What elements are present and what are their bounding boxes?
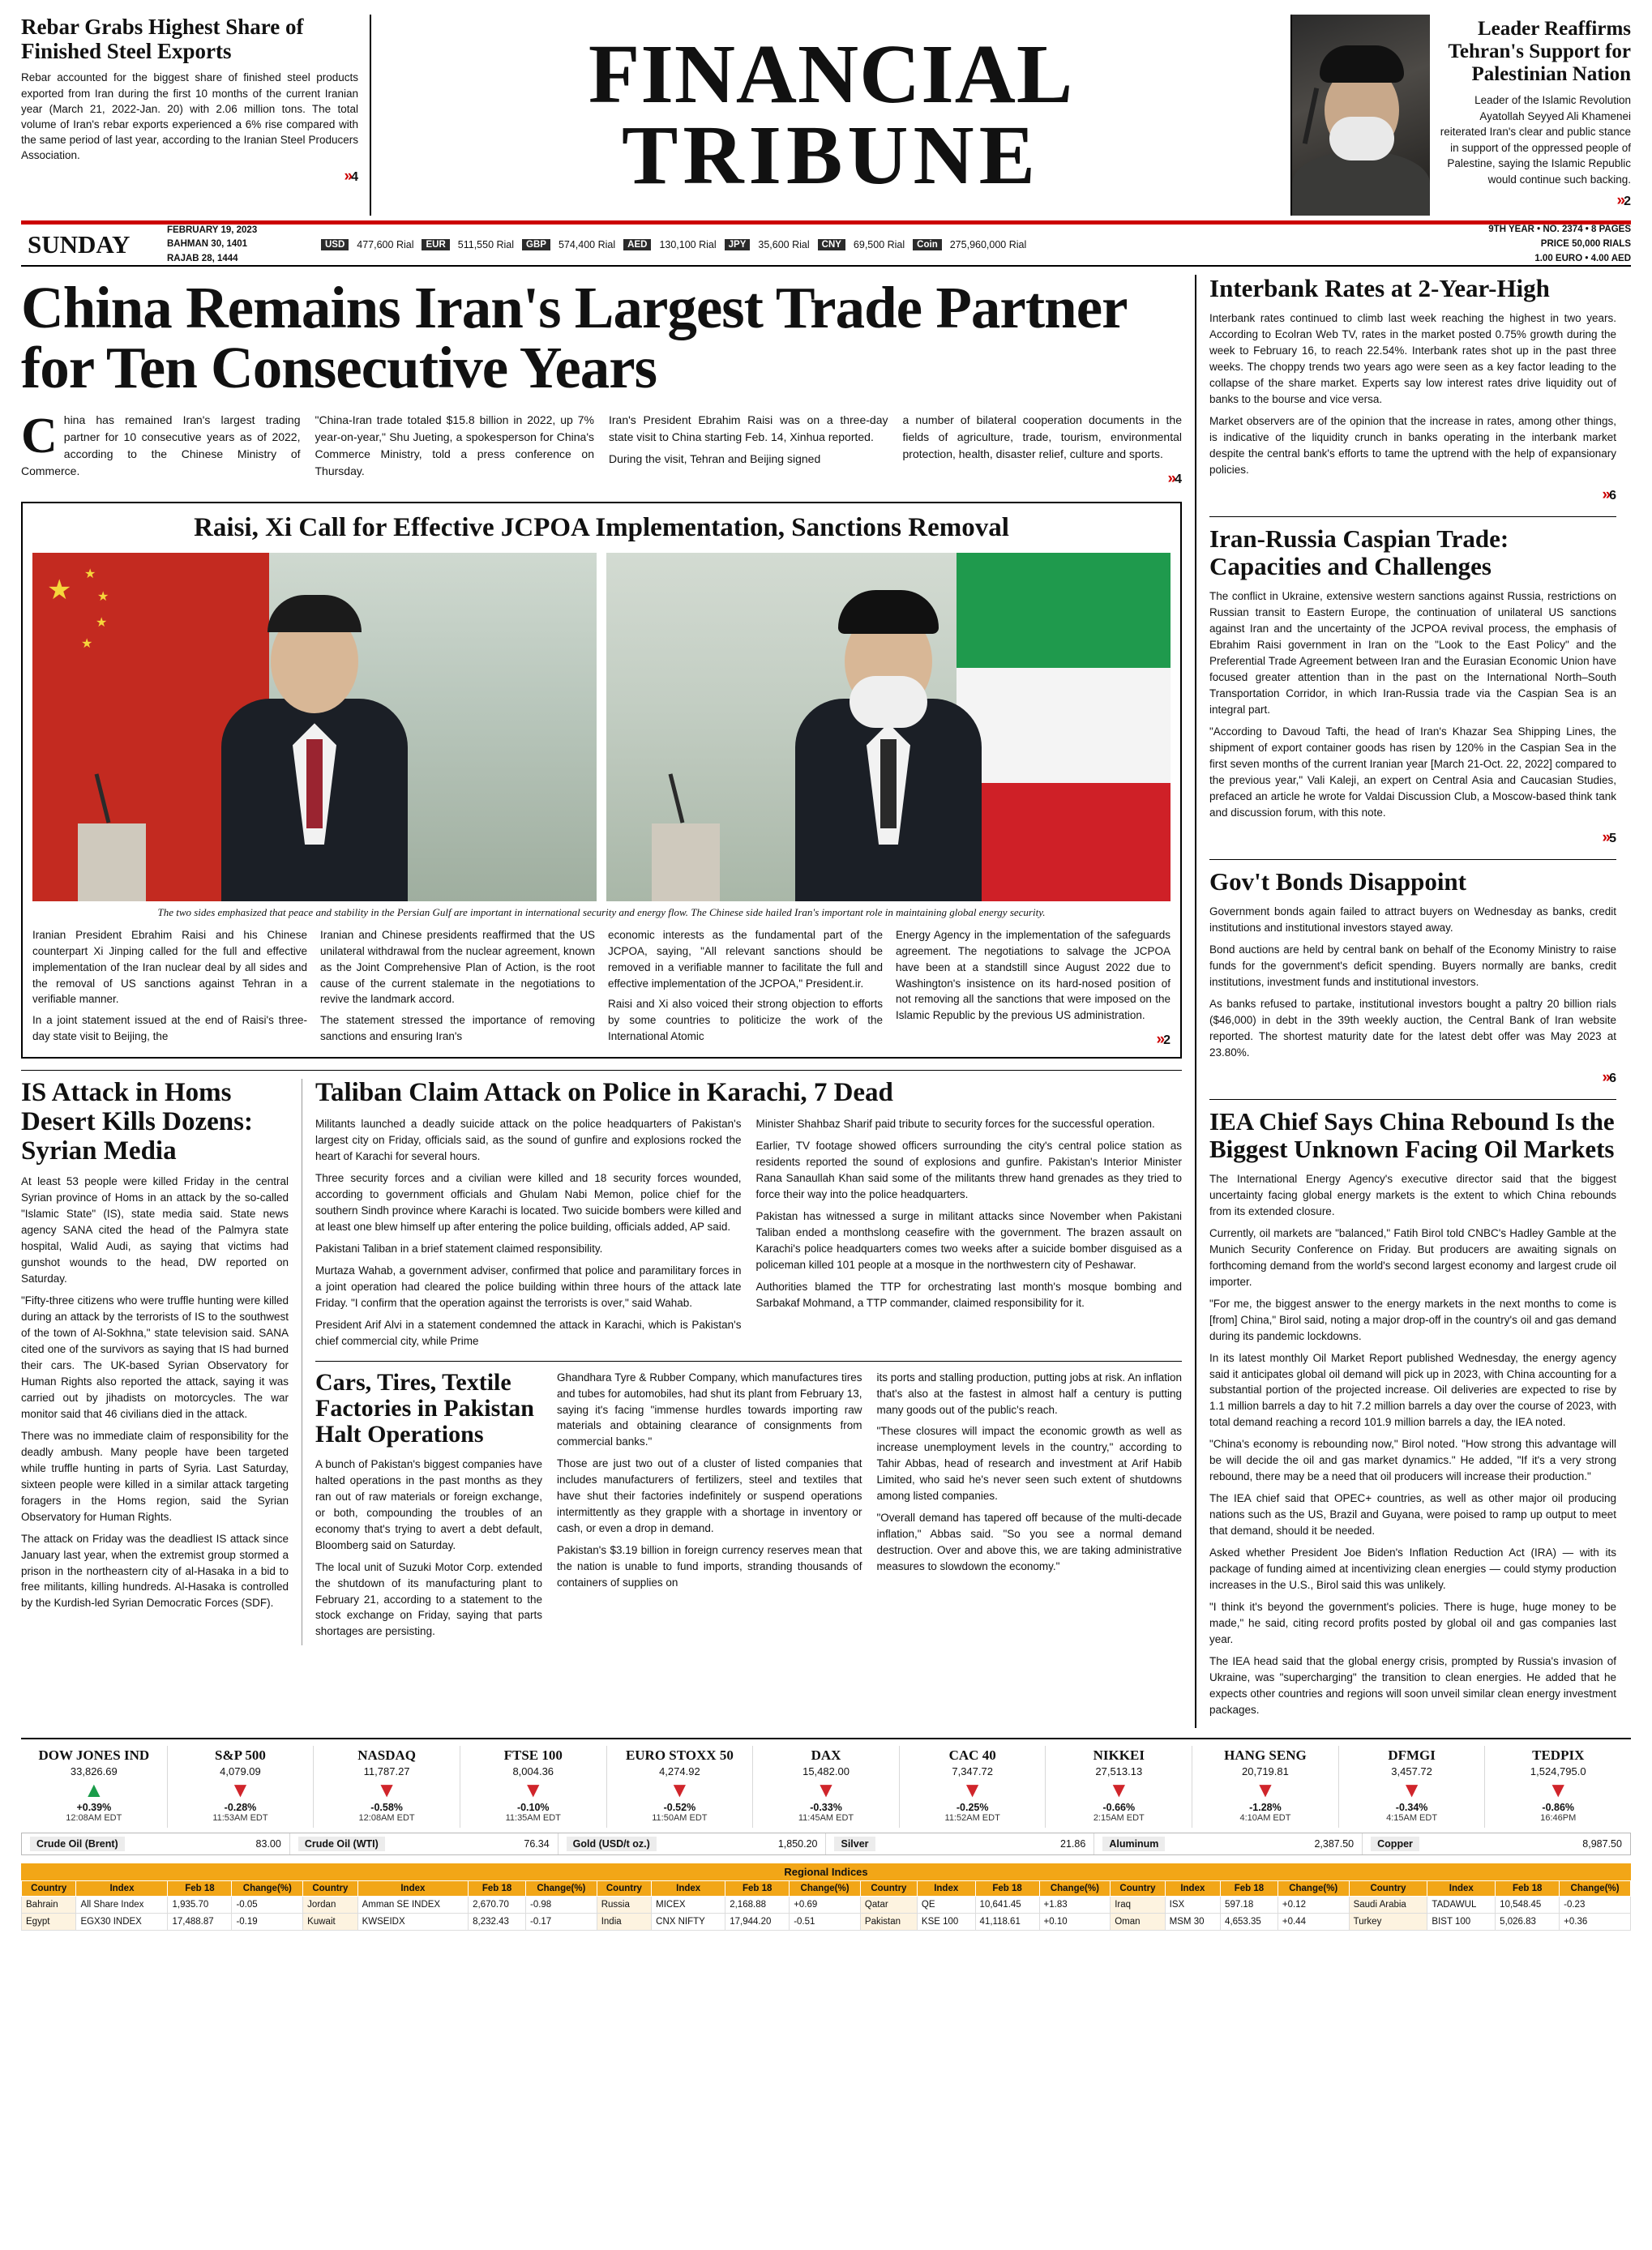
rate-value-eur: 511,550 Rial xyxy=(457,239,515,250)
table-header-row: Country Index Feb 18 Change(%) Country Index Feb 18 Change(%) Country Index Feb 18 Change(%) Country Index Feb 18 Change(%) Country Index Feb 18 Change(%) Country Index Feb 18 Change(%) xyxy=(22,1880,1631,1896)
table-row: Egypt EGX30 INDEX 17,488.87 -0.19 Kuwait KWSEIDX 8,232.43 -0.17 India CNX NIFTY 17,944.20 -0.51 Pakistan KSE 100 41,118.61 +0.10 Oman MSM 30 4,653.35 +0.44 Turkey BIST 100 5,026.83 +0.36 xyxy=(22,1913,1631,1930)
regional-table xyxy=(21,1880,1631,1931)
iea-para-6: The IEA chief said that OPEC+ countries, as well as other major oil producing nations such as the US, Brazil and Guyana, were poised to ramp up output to meet that demand, should it be needed. xyxy=(1209,1492,1616,1538)
interbank-para-2: Market observers are of the opinion that the increase in rates, among other things, is indicative of the liquidity crunch in banks operating in the interbank market despite the central bank's efforts to tame the uptrend with the help of expansionary policies. xyxy=(1209,414,1616,476)
rate-code-coin: Coin xyxy=(913,239,942,250)
feature-body xyxy=(32,927,1171,1050)
commodity-cell: Copper 8,987.50 xyxy=(1363,1833,1630,1854)
karachi-para-3: Pakistani Taliban in a brief statement claimed responsibility. xyxy=(315,1242,603,1255)
bonds-headline: Gov't Bonds Disappoint xyxy=(1209,866,1466,896)
index-cell: TEDPIX 1,524,795.0 ▼ -0.86% 16:46PM xyxy=(1485,1746,1631,1828)
rate-code-gbp: GBP xyxy=(522,239,550,250)
indices-row xyxy=(21,1746,1631,1828)
commodity-cell: Gold (USD/t oz.) 1,850.20 xyxy=(559,1833,827,1854)
arrow-down-icon: ▼ xyxy=(669,1777,691,1802)
currency-rates xyxy=(321,239,1444,250)
iea-para-4: In its latest monthly Oil Market Report published Wednesday, the energy agency said it anticipates global oil demand will pick up in 2023, with China accounting for a substantial portion of the projected increase. Oil deliveries are expected to rise by 1.1 million barrels a day to hit 7.2 million barrels a day over the course of 2023, with total demand reaching a record 101.9 million barrels a day, the IEA noted. xyxy=(1209,1351,1616,1429)
commodity-cell: Silver 21.86 xyxy=(826,1833,1094,1854)
leader-jump: »2 xyxy=(1616,192,1631,210)
commodity-cell: Crude Oil (Brent) 83.00 xyxy=(22,1833,290,1854)
index-cell: NIKKEI 27,513.13 ▼ -0.66% 2:15AM EDT xyxy=(1046,1746,1192,1828)
homs-para-3: There was no immediate claim of responsibility for the deadly ambush. Many people have been targeted while truffle hunting in parts of Syria. Last Saturday, sixteen people were killed in a similar attack targeting foragers in the Homs region, said the Syrian Observatory for Human Rights. xyxy=(21,1429,289,1523)
index-cell: NASDAQ 11,787.27 ▼ -0.58% 12:08AM EDT xyxy=(314,1746,460,1828)
iea-para-2: Currently, oil markets are "balanced," Fatih Birol told CNBC's Hadley Gamble at the Munich Security Conference on Friday. But producers are awaiting signals on forthcoming demand from the world's second largest economy and largest crude oil importer. xyxy=(1209,1226,1616,1288)
feature-para-5: economic interests as the fundamental part of the JCPOA, saying, "All relevant sanctions should be removed in a verifiable manner to facilitate the full and effective implementation of the JCPOA," President.ir. xyxy=(608,929,883,990)
rate-code-usd: USD xyxy=(321,239,349,250)
iea-para-1: The International Energy Agency's executive director said that the biggest uncertainty facing global energy markets is the extent to which China rebounds from its extended closure. xyxy=(1209,1172,1616,1217)
feature-jump: »2 xyxy=(1156,1030,1171,1048)
bonds-para-2: Bond auctions are held by central bank on behalf of the Economy Ministry to raise funds for the government's deficit spending. Buyers normally are banks, credit institutions, investment funds and institutional investors. xyxy=(1209,943,1616,988)
iea-para-3: "For me, the biggest answer to the energy markets in the next months to come is [from] China," Birol said, noting a major drop-off in the country's oil and gas demand during its pandemic lockdowns. xyxy=(1209,1297,1616,1342)
homs-para-4: The attack on Friday was the deadliest IS attack since January last year, when the extremist group stormed a prison in the northeastern city of al-Hasaka in a bid to free militants, killing hundreds. Al-Hasaka is controlled by the Kurdish-led Syrian Democratic Forces (SDF). xyxy=(21,1532,289,1610)
left-zone xyxy=(21,275,1195,1728)
lead-para-3: Iran's President Ebrahim Raisi was on a three-day state visit to China starting Feb. 14, Xinhua reported. xyxy=(609,413,888,443)
arrow-down-icon: ▼ xyxy=(1401,1777,1423,1802)
karachi-para-5: President Arif Alvi in a statement condemned the attack in Karachi, which is Pakistan's chief commercial city, while Prime xyxy=(315,1318,742,1347)
karachi-headline: Taliban Claim Attack on Police in Karachi, 7 Dead xyxy=(315,1078,893,1108)
rebar-body: Rebar accounted for the biggest share of finished steel products exported from Iran during the first 10 months of the current Iranian year (March 21, 2022-Jan. 20) with 2.06 million tons. The total volume of Iran's rebar exports experienced a 6% rise compared with the same period of last year, according to the Iranian Steel Producers Association. xyxy=(21,71,358,162)
interbank-jump: »6 xyxy=(1602,486,1616,503)
arrow-down-icon: ▼ xyxy=(522,1777,544,1802)
index-cell: FTSE 100 8,004.36 ▼ -0.10% 11:35AM EDT xyxy=(460,1746,607,1828)
arrow-down-icon: ▼ xyxy=(815,1777,837,1802)
pk-para-4: Those are just two out of a cluster of listed companies that includes manufacturers of fertilizers, steel and textiles that have shut their factories indefinitely or suspend operations intermittently as they grapple with a shortage in inventory or cash, or even a drop in demand. xyxy=(557,1457,862,1535)
feature-para-4: The statement stressed the importance of removing sanctions and ensuring Iran's xyxy=(320,1013,595,1042)
page-body xyxy=(21,275,1631,1728)
issue-line-3: 1.00 EURO • 4.00 AED xyxy=(1534,253,1631,263)
markets-strip xyxy=(21,1738,1631,1931)
paper-title-line2: TRIBUNE xyxy=(622,109,1040,202)
karachi-para-1: Militants launched a deadly suicide attack on the police headquarters of Pakistan's largest city on Friday, officials said, as the sound of gunfire and explosions rocked the heart of Karachi for several hours. xyxy=(315,1117,742,1162)
table-row: Bahrain All Share Index 1,935.70 -0.05 Jordan Amman SE INDEX 2,670.70 -0.98 Russia MICEX 2,168.88 +0.69 Qatar QE 10,641.45 +1.83 Iraq ISX 597.18 +0.12 Saudi Arabia TADAWUL 10,548.45 -0.23 xyxy=(22,1896,1631,1913)
regional-title: Regional Indices xyxy=(21,1863,1631,1880)
feature-para-7: Energy Agency in the implementation of the safeguards agreement. The negotiations to salvage the JCPOA have been at a standstill since August 2022 due to Washington's insistence on its hard-nosed position of not removing all the sanctions that were imposed on the Islamic Republic by the previous US administration. xyxy=(896,929,1171,1021)
rate-value-usd: 477,600 Rial xyxy=(357,239,414,250)
lead-headline: China Remains Iran's Largest Trade Partner for Ten Consecutive Years xyxy=(21,275,1127,401)
arrow-down-icon: ▼ xyxy=(1108,1777,1130,1802)
index-cell: DAX 15,482.00 ▼ -0.33% 11:45AM EDT xyxy=(753,1746,900,1828)
homs-para-2: "Fifty-three citizens who were truffle hunting were killed during an attack by the terrorists of IS to the southwest of the town of Al-Sokhna," state television said. SANA cited one of the survivors as saying that IS had burned their cars. The UK-based Syrian Observatory for Human Rights also reported the attack, saying it was carried out by jihadists on motorcycles. The war monitor said that 46 civilians died in the attack. xyxy=(21,1294,289,1420)
interbank-headline: Interbank Rates at 2-Year-High xyxy=(1209,274,1550,302)
bonds-para-1: Government bonds again failed to attract buyers on Wednesday as banks, credit institutions and institutional investors stayed away. xyxy=(1209,905,1616,934)
lead-jump: »4 xyxy=(1167,469,1182,487)
bonds-para-3: As banks refused to partake, institutional investors bought a paltry 20 billion rials ($46,000) in debt in the 39th weekly auction, the Central Bank of Iran website reported. The shortest maturity date for the latest debt offer was May 2023 at 23.80%. xyxy=(1209,997,1616,1059)
photo-xi-jinping xyxy=(32,553,597,901)
homs-story xyxy=(21,1079,289,1645)
masthead-title xyxy=(371,15,1290,216)
index-cell: HANG SENG 20,719.81 ▼ -1.28% 4:10AM EDT xyxy=(1192,1746,1339,1828)
regional-indices xyxy=(21,1863,1631,1931)
index-cell: S&P 500 4,079.09 ▼ -0.28% 11:53AM EDT xyxy=(168,1746,315,1828)
rate-code-jpy: JPY xyxy=(725,239,751,250)
rate-value-coin: 275,960,000 Rial xyxy=(949,239,1027,250)
karachi-para-7: Earlier, TV footage showed officers surrounding the city's central police station as residents reported the sound of explosions and gunfire. Pakistan's Interior Minister Rana Sanaullah Khan said some of the militants threw hand grenades as they tried to force their way into the police headquarters. xyxy=(755,1139,1182,1200)
pk-para-5: Pakistan's $3.19 billion in foreign currency reserves mean that the nation is unable to fund imports, stranding thousands of containers of supplies on xyxy=(557,1544,862,1589)
commodities-row xyxy=(21,1833,1631,1855)
bonds-jump: »6 xyxy=(1602,1068,1616,1086)
rate-value-gbp: 574,400 Rial xyxy=(558,239,616,250)
leader-photo xyxy=(1292,15,1430,216)
rate-code-eur: EUR xyxy=(422,239,449,250)
date-rates-bar xyxy=(21,225,1631,267)
index-cell: CAC 40 7,347.72 ▼ -0.25% 11:52AM EDT xyxy=(900,1746,1046,1828)
masthead-right-story xyxy=(1290,15,1631,216)
index-cell: DFMGI 3,457.72 ▼ -0.34% 4:15AM EDT xyxy=(1339,1746,1486,1828)
divider xyxy=(1209,1099,1616,1100)
issue-line-1: 9TH YEAR • NO. 2374 • 8 PAGES xyxy=(1488,225,1631,235)
karachi-para-4: Murtaza Wahab, a government adviser, confirmed that police and paramilitary forces in a joint operation had cleared the police building within three hours of the attack late Friday. "I confirm that the operation against the terrorists is over," said Wahab. xyxy=(315,1264,742,1309)
date-lunar: RAJAB 28, 1444 xyxy=(167,253,238,263)
rate-value-cny: 69,500 Rial xyxy=(853,239,905,250)
pk-para-2: The local unit of Suzuki Motor Corp. extended the shutdown of its manufacturing plant to February 21, according to a statement to the stock exchange on Friday, saying that parts shortages are persisting. xyxy=(315,1560,542,1638)
feature-headline: Raisi, Xi Call for Effective JCPOA Implementation, Sanctions Removal xyxy=(194,513,1009,543)
arrow-down-icon: ▼ xyxy=(229,1777,251,1802)
commodity-cell: Aluminum 2,387.50 xyxy=(1094,1833,1363,1854)
microphone-icon xyxy=(1303,88,1319,144)
commodity-cell: Crude Oil (WTI) 76.34 xyxy=(290,1833,559,1854)
rate-code-cny: CNY xyxy=(818,239,845,250)
arrow-down-icon: ▼ xyxy=(376,1777,397,1802)
pk-para-8: "Overall demand has tapered off because of the multi-decade inflation," Abbas said. "So you see a normal demand destruction. Over and above this, we are taking administrative measures to slowdown the economy." xyxy=(876,1512,1182,1573)
karachi-story xyxy=(315,1079,1182,1349)
feature-story xyxy=(21,502,1182,1059)
karachi-para-9: Authorities blamed the TTP for orchestrating last month's mosque bombing and Sarbakaf Mohmand, a TTP commander, claimed responsibility for it. xyxy=(755,1280,1182,1309)
arrow-down-icon: ▼ xyxy=(1547,1777,1569,1802)
leader-headline: Leader Reaffirms Tehran's Support for Palestinian Nation xyxy=(1448,18,1631,85)
date-solar: BAHMAN 30, 1401 xyxy=(167,239,248,250)
iea-story xyxy=(1209,1108,1616,1718)
caspian-headline: Iran-Russia Caspian Trade: Capacities and Challenges xyxy=(1209,524,1509,580)
pk-para-1: A bunch of Pakistan's biggest companies have halted operations in the past months as they ran out of raw materials or foreign exchange, or both, compounding the troubles of an economy that's trying to avert a debt default, Bloomberg said on Saturday. xyxy=(315,1457,542,1551)
lead-para-5: a number of bilateral cooperation documents in the fields of agriculture, trade, tourism, environmental protection, health, disaster relief, culture and sports. xyxy=(902,413,1182,460)
lead-body xyxy=(21,408,1182,491)
homs-para-1: At least 53 people were killed Friday in the central Syrian province of Homs in an attack by the so-called "Islamic State" (IS), state media said. State news agency SANA cited the head of the Palmyra state hospital, Walid Audi, as saying that victims had gunshot wounds to the head, DW reported on Saturday. xyxy=(21,1175,289,1285)
photo-ebrahim-raisi xyxy=(606,553,1171,901)
pakistan-factories-story xyxy=(315,1370,1182,1646)
caspian-jump: »5 xyxy=(1602,828,1616,846)
iea-headline: IEA Chief Says China Rebound Is the Biggest Unknown Facing Oil Markets xyxy=(1209,1106,1615,1163)
lead-para-2: "China-Iran trade totaled $15.8 billion in 2022, up 7% year-on-year," Shu Jueting, a spokesperson for China's Commerce Ministry, told a press conference on Thursday. xyxy=(315,413,594,477)
iran-flag xyxy=(957,553,1171,901)
lead-para-4: During the visit, Tehran and Beijing signed xyxy=(609,451,821,465)
karachi-para-8: Pakistan has witnessed a surge in militant attacks since November when Pakistani Taliban ended a monthslong ceasefire with the government. The brazen assault on Karachi's police headquarters comes two weeks after a suicide bomber disguised as a policeman killed 101 people at a mosque in the northwestern city of Peshawar. xyxy=(755,1209,1182,1271)
arrow-down-icon: ▼ xyxy=(961,1777,983,1802)
pk-para-7: "These closures will impact the economic growth as well as increase unemployment levels in the country," according to Tahir Abbas, head of research and investment at Arif Habib Limited, who said he's never seen such extent of shutdowns among listed companies. xyxy=(876,1425,1182,1503)
index-cell: DOW JONES IND 33,826.69 ▲ +0.39% 12:08AM EDT xyxy=(21,1746,168,1828)
right-column xyxy=(1195,275,1616,1728)
date-gregorian: FEBRUARY 19, 2023 xyxy=(167,225,258,236)
rate-value-jpy: 35,600 Rial xyxy=(758,239,810,250)
issue-info xyxy=(1444,223,1631,266)
pk-para-6: its ports and stalling production, putting jobs at risk. An inflation that's also at the fastest in almost half a century is putting many goods out of the public's reach. xyxy=(876,1371,1182,1416)
iea-para-9: The IEA head said that the global energy crisis, prompted by Russia's invasion of Ukraine, was "supercharging" the transition to clean energies. He added that he expects other countries and regions will soon unveil similar clean energy investment packages. xyxy=(1209,1655,1616,1716)
feature-para-3: Iranian and Chinese presidents reaffirmed that the US unilateral withdrawal from the nuclear agreement, known as the Joint Comprehensive Plan of Action, is the root cause of the current stalemate in the negotiations to revive the landmark accord. xyxy=(320,929,595,1006)
arrow-up-icon: ▲ xyxy=(83,1777,105,1802)
feature-caption: The two sides emphasized that peace and stability in the Persian Gulf are important in international security and energy flow. The Chinese side hailed Iran's important role in maintaining global energy security. xyxy=(157,906,1046,919)
interbank-story xyxy=(1209,275,1616,507)
issue-line-2: PRICE 50,000 RIALS xyxy=(1540,239,1631,250)
homs-headline: IS Attack in Homs Desert Kills Dozens: Syrian Media xyxy=(21,1078,253,1166)
rebar-jump: »4 xyxy=(344,168,358,186)
microphone-icon xyxy=(668,774,684,823)
feature-photos xyxy=(32,553,1171,901)
date-stack xyxy=(167,224,321,266)
paper-title-line1: FINANCIAL xyxy=(588,28,1074,122)
china-flag: ★ ★ ★ ★ ★ xyxy=(32,553,269,901)
iea-para-7: Asked whether President Joe Biden's Inflation Reduction Act (IRA) — with its package of funding aimed at incentivizing clean energies — could stymy production increases in the U.S., Birol said this was unlikely. xyxy=(1209,1546,1616,1592)
pakistan-factories-headline: Cars, Tires, Textile Factories in Pakistan Halt Operations xyxy=(315,1368,534,1448)
iea-para-5: "China's economy is rebounding now," Birol noted. "How strong this advantage will be will decide the oil and gas market dynamics." He added, "If it's a very strong rebound, there may be a need that oil producers will increase their production." xyxy=(1209,1438,1616,1483)
rate-code-aed: AED xyxy=(623,239,651,250)
feature-para-2: In a joint statement issued at the end of Raisi's three-day state visit to Beijing, the xyxy=(32,1013,307,1042)
section-divider xyxy=(315,1361,1182,1362)
rebar-headline: Rebar Grabs Highest Share of Finished Steel Exports xyxy=(21,15,304,64)
masthead-left-story xyxy=(21,15,371,216)
feature-para-6: Raisi and Xi also voiced their strong objection to efforts by some countries to politicize the work of the International Atomic xyxy=(608,998,883,1042)
leader-body: Leader of the Islamic Revolution Ayatollah Seyyed Ali Khamenei reiterated Iran's clear and public stance in support of the oppressed people of Palestine, saying the Islamic Republic would continue such backing. xyxy=(1440,94,1631,186)
iea-para-8: "I think it's beyond the government's policies. There is huge, huge money to be made," he said, citing record profits posted by global oil and gas companies last year. xyxy=(1209,1601,1616,1646)
divider xyxy=(1209,516,1616,517)
lead-para-1: China has remained Iran's largest trading partner for 10 consecutive years as of 2022, according to the Chinese Ministry of Commerce. xyxy=(21,408,301,477)
karachi-para-6: Minister Shahbaz Sharif paid tribute to security forces for the successful operation. xyxy=(755,1117,1155,1130)
rate-value-aed: 130,100 Rial xyxy=(659,239,717,250)
lower-stories xyxy=(21,1079,1182,1645)
arrow-down-icon: ▼ xyxy=(1255,1777,1276,1802)
caspian-para-1: The conflict in Ukraine, extensive western sanctions against Russia, restrictions on Russian transit to Eastern Europe, the continuation of unilateral US sanctions against Iran and the uncertainty of the JCPOA revival process, the emphasis of Ebrahim Raisi government in Iran on the "Look to the East Policy" and the Preferential Trade Agreement between Iran and the Eurasian Economic Union have focused greater attention than in the past on the International North–South Transportation Corridor, in which Iran-Russia trade via the Caspian Sea is an integral part. xyxy=(1209,590,1616,716)
caspian-story xyxy=(1209,525,1616,849)
bonds-story xyxy=(1209,868,1616,1089)
feature-para-1: Iranian President Ebrahim Raisi and his Chinese counterpart Xi Jinping called for the full and effective implementation of the Iran nuclear deal by all sides and the removal of US sanctions against Tehran in a verifiable manner. xyxy=(32,929,307,1006)
karachi-para-2: Three security forces and a civilian were killed and 18 security forces wounded, according to government officials and Ghulam Nabi Memon, police chief for the southern Sindh province where Karachi is located. Two suicide bombers were killed and at least one blew himself up after entering the police building, officials added, AP said. xyxy=(315,1171,742,1233)
pk-para-3: Ghandhara Tyre & Rubber Company, which manufactures tires and tubes for automobiles, had shut its plant from February 13, saying it's facing "immense hurdles towards importing raw materials and obtaining clearance of consignments from commercial banks." xyxy=(557,1371,862,1448)
index-cell: EURO STOXX 50 4,274.92 ▼ -0.52% 11:50AM EDT xyxy=(607,1746,754,1828)
weekday: SUNDAY xyxy=(28,230,131,259)
section-divider xyxy=(21,1070,1182,1071)
divider xyxy=(1209,859,1616,860)
caspian-para-2: "According to Davoud Tafti, the head of Iran's Khazar Sea Shipping Lines, the shipment of export container goods has risen by 120% in the Caspian Sea in the first seven months of the current Iranian year [March 21-Oct. 22, 2022] compared to the previous year," Vali Kaleji, an expert on Central Asia and Caucasian Studies, prefaced an article he wrote for Valdai Discussion Club, a Moscow-based think tank and discussion forum, with this note. xyxy=(1209,725,1616,819)
masthead xyxy=(21,15,1631,216)
interbank-para-1: Interbank rates continued to climb last week reaching the highest in two years. According to Ecolran Web TV, rates in the market posted 0.75% growth during the week to February 16, to reach 22.54%. Interbank rates shot up in the past three weeks. The choppy trends two years ago were seen as a key factor leading to the collapse of the share market. Experts say low interest rates drive liquidity out of banks to the bourse and vice versa. xyxy=(1209,312,1616,405)
